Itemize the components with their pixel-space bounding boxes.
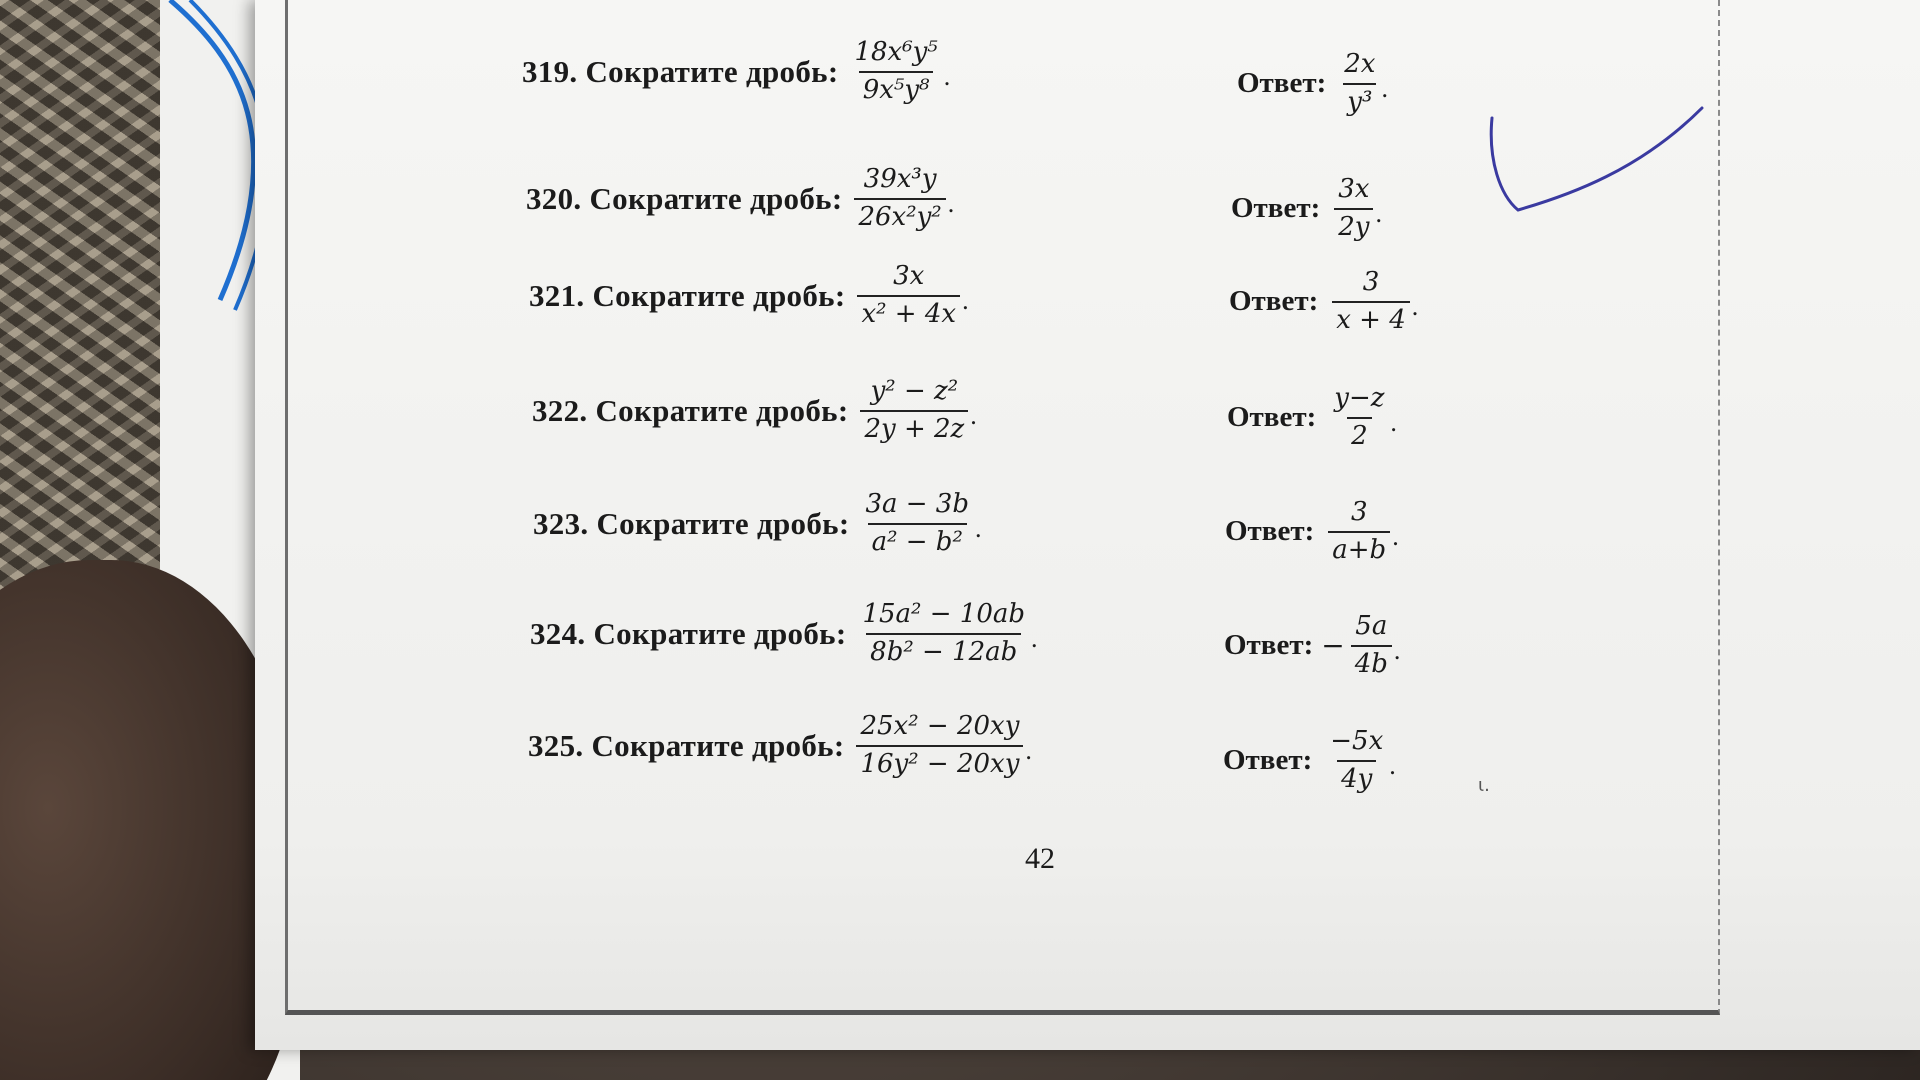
- answer-denominator: x + 4: [1332, 301, 1410, 336]
- fraction-denominator: 26x²y²: [854, 198, 945, 233]
- answer-325: [1223, 727, 1396, 795]
- period: .: [970, 400, 977, 430]
- answer-denominator: 2y: [1334, 208, 1373, 243]
- problem-label: 325. Сократите дробь:: [528, 727, 845, 763]
- answer-fraction: [1332, 268, 1410, 336]
- period: .: [1025, 735, 1032, 765]
- answer-fraction: [1340, 50, 1379, 118]
- answer-label: Ответ:: [1229, 285, 1319, 318]
- answer-numerator: 5a: [1355, 611, 1388, 641]
- answer-numerator: y−z: [1334, 383, 1385, 413]
- period: .: [1411, 291, 1419, 321]
- fraction-denominator: 16y² − 20xy: [856, 745, 1023, 780]
- period: .: [943, 61, 951, 91]
- pen-mark-icon: ι.: [1478, 775, 1490, 796]
- problem-322: [532, 377, 977, 445]
- problem-fraction: [860, 377, 968, 445]
- answer-denominator: 4b: [1351, 645, 1392, 680]
- problem-fraction: [850, 38, 941, 106]
- answer-label: Ответ:: [1231, 192, 1321, 225]
- answer-fraction: [1326, 727, 1387, 795]
- handwritten-checkmark-icon: [1480, 100, 1710, 220]
- period: .: [1390, 407, 1397, 437]
- problem-325: [528, 712, 1032, 780]
- answer-321: [1229, 268, 1418, 336]
- period: .: [975, 513, 982, 543]
- fraction-numerator: 18x⁶y⁵: [854, 37, 938, 67]
- problem-323: [533, 490, 982, 558]
- answer-322: [1227, 384, 1397, 452]
- answer-label: Ответ:: [1223, 744, 1313, 777]
- fraction-numerator: 39x³y: [863, 164, 937, 194]
- period: .: [1375, 198, 1382, 228]
- answer-324: [1224, 612, 1400, 680]
- answer-numerator: 3: [1350, 497, 1368, 527]
- fraction-numerator: 25x² − 20xy: [860, 711, 1020, 741]
- fraction-denominator: 9x⁵y⁸: [859, 71, 934, 106]
- answer-label: Ответ:: [1225, 515, 1315, 548]
- answer-sign: −: [1321, 629, 1345, 663]
- fraction-denominator: 2y + 2z: [860, 410, 968, 445]
- answer-denominator: a+b: [1328, 531, 1390, 566]
- period: .: [962, 285, 969, 315]
- fraction-denominator: a² − b²: [868, 523, 967, 558]
- period: .: [1381, 73, 1388, 103]
- period: .: [1031, 623, 1038, 653]
- answer-denominator: 2: [1347, 417, 1372, 452]
- page-number: 42: [1025, 842, 1055, 875]
- answer-label: Ответ:: [1237, 67, 1327, 100]
- answer-numerator: 2x: [1344, 49, 1376, 79]
- answer-denominator: 4y: [1337, 760, 1376, 795]
- period: .: [1393, 635, 1401, 665]
- answer-fraction: [1351, 612, 1392, 680]
- problem-fraction: [854, 165, 945, 233]
- answer-320: [1231, 175, 1382, 243]
- answer-319: [1237, 50, 1388, 118]
- problem-fraction: [861, 490, 973, 558]
- problem-fraction: [856, 712, 1023, 780]
- fraction-numerator: 3x: [893, 261, 925, 291]
- problem-324: [530, 600, 1038, 668]
- fraction-numerator: 3a − 3b: [865, 489, 969, 519]
- problem-label: 320. Сократите дробь:: [526, 180, 843, 216]
- period: .: [1389, 750, 1396, 780]
- problem-label: 321. Сократите дробь:: [529, 277, 846, 313]
- problem-321: [529, 262, 969, 330]
- answer-numerator: −5x: [1330, 726, 1384, 756]
- answer-label: Ответ:: [1227, 401, 1317, 434]
- problem-319: [522, 38, 950, 106]
- answer-denominator: y³: [1343, 83, 1376, 118]
- period: .: [947, 188, 955, 218]
- problem-label: 319. Сократите дробь:: [522, 53, 839, 89]
- fraction-denominator: x² + 4x: [857, 295, 960, 330]
- problem-label: 322. Сократите дробь:: [532, 392, 849, 428]
- answer-numerator: 3x: [1338, 174, 1370, 204]
- problem-320: [526, 165, 954, 233]
- answer-fraction: [1330, 384, 1388, 452]
- fraction-numerator: y² − z²: [870, 376, 959, 406]
- answer-fraction: [1328, 498, 1390, 566]
- answer-323: [1225, 498, 1399, 566]
- problem-label: 323. Сократите дробь:: [533, 505, 850, 541]
- fraction-numerator: 15a² − 10ab: [862, 599, 1026, 629]
- period: .: [1392, 521, 1399, 551]
- fraction-denominator: 8b² − 12ab: [866, 633, 1021, 668]
- problem-fraction: [858, 600, 1029, 668]
- problem-fraction: [857, 262, 960, 330]
- answer-label: Ответ:: [1224, 629, 1314, 662]
- answer-numerator: 3: [1362, 267, 1380, 297]
- problem-label: 324. Сократите дробь:: [530, 615, 847, 651]
- answer-fraction: [1334, 175, 1373, 243]
